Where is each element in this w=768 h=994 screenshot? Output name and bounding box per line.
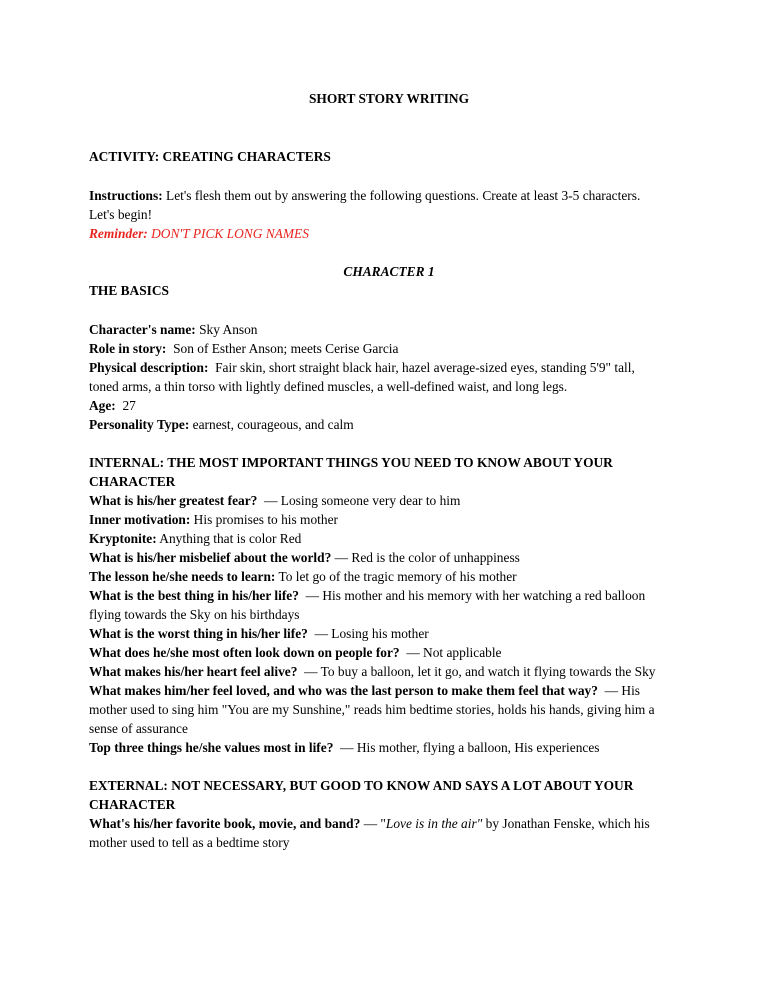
worst-value: — Losing his mother: [314, 626, 429, 641]
internal-heading-1: INTERNAL: THE MOST IMPORTANT THINGS YOU NEED TO KNOW ABOUT YOUR: [89, 455, 613, 470]
loved-label: What makes him/her feel loved, and who was the last person to make them feel that way?: [89, 683, 598, 698]
kryptonite-value: Anything that is color Red: [159, 531, 302, 546]
field-lookdown: [89, 643, 689, 662]
worst-label: What is the worst thing in his/her life?: [89, 626, 308, 641]
field-personality: [89, 415, 689, 434]
instructions-line-2: Let's begin!: [89, 207, 153, 222]
field-worst: [89, 624, 689, 643]
loved-value-3: sense of assurance: [89, 721, 188, 736]
fear-label: What is his/her greatest fear?: [89, 493, 258, 508]
misbelief-value: — Red is the color of unhappiness: [334, 550, 520, 565]
alive-value: — To buy a balloon, let it go, and watch it flying towards the Sky: [304, 664, 656, 679]
internal-heading-2: CHARACTER: [89, 474, 176, 489]
field-lesson: [89, 567, 689, 586]
lesson-label: The lesson he/she needs to learn:: [89, 569, 276, 584]
field-alive: [89, 662, 689, 681]
physical-value-1: Fair skin, short straight black hair, hazel average-sized eyes, standing 5'9" tall,: [215, 360, 635, 375]
field-favorite: [89, 814, 689, 833]
field-name: [89, 320, 689, 339]
name-value: Sky Anson: [199, 322, 258, 337]
alive-label: What makes his/her heart feel alive?: [89, 664, 298, 679]
reminder-line: [89, 224, 689, 243]
age-value: 27: [122, 398, 136, 413]
field-misbelief: [89, 548, 689, 567]
favorite-label: What's his/her favorite book, movie, and band?: [89, 816, 361, 831]
field-values: [89, 738, 689, 757]
favorite-suffix: by Jonathan Fenske, which his: [485, 816, 650, 831]
reminder-label: Reminder:: [89, 226, 148, 241]
favorite-prefix: — ": [363, 816, 386, 831]
values-label: Top three things he/she values most in life?: [89, 740, 334, 755]
lesson-value: To let go of the tragic memory of his mother: [278, 569, 517, 584]
field-loved: [89, 681, 689, 700]
external-heading-1: EXTERNAL: NOT NECESSARY, BUT GOOD TO KNOW AND SAYS A LOT ABOUT YOUR: [89, 778, 634, 793]
field-fear: [89, 491, 689, 510]
name-label: Character's name:: [89, 322, 196, 337]
external-heading-2: CHARACTER: [89, 797, 176, 812]
best-value-2: flying towards the Sky on his birthdays: [89, 607, 300, 622]
loved-value-1: — His: [604, 683, 640, 698]
basics-heading: THE BASICS: [89, 283, 170, 298]
personality-label: Personality Type:: [89, 417, 190, 432]
physical-label: Physical description:: [89, 360, 209, 375]
motivation-label: Inner motivation:: [89, 512, 191, 527]
misbelief-label: What is his/her misbelief about the world?: [89, 550, 332, 565]
motivation-value: His promises to his mother: [193, 512, 338, 527]
doc-title: SHORT STORY WRITING: [308, 91, 470, 106]
field-role: [89, 339, 689, 358]
best-label: What is the best thing in his/her life?: [89, 588, 299, 603]
values-value: — His mother, flying a balloon, His experiences: [340, 740, 600, 755]
activity-heading: ACTIVITY: CREATING CHARACTERS: [89, 149, 331, 164]
fear-value: — Losing someone very dear to him: [264, 493, 461, 508]
instructions-label: Instructions:: [89, 188, 163, 203]
loved-value-2: mother used to sing him "You are my Sunshine," reads him bedtime stories, holds his hands, giving him a: [89, 702, 655, 717]
favorite-title: Love is in the air": [385, 816, 483, 831]
favorite-value-2: mother used to tell as a bedtime story: [89, 835, 290, 850]
age-label: Age:: [89, 398, 116, 413]
field-kryptonite: [89, 529, 689, 548]
kryptonite-label: Kryptonite:: [89, 531, 157, 546]
field-best: [89, 586, 689, 605]
lookdown-label: What does he/she most often look down on people for?: [89, 645, 400, 660]
role-value: Son of Esther Anson; meets Cerise Garcia: [173, 341, 399, 356]
instructions-text: Let's flesh them out by answering the following questions. Create at least 3-5 characters.: [166, 188, 641, 203]
best-value-1: — His mother and his memory with her watching a red balloon: [305, 588, 646, 603]
field-physical: [89, 358, 689, 377]
lookdown-value: — Not applicable: [406, 645, 502, 660]
field-motivation: [89, 510, 689, 529]
instructions-line-1: [89, 186, 689, 205]
character-heading: CHARACTER 1: [343, 264, 435, 279]
role-label: Role in story:: [89, 341, 167, 356]
reminder-text: DON'T PICK LONG NAMES: [151, 226, 309, 241]
personality-value: earnest, courageous, and calm: [192, 417, 354, 432]
physical-value-2: toned arms, a thin torso with lightly defined muscles, a well-defined waist, and long legs.: [89, 379, 568, 394]
field-age: [89, 396, 689, 415]
